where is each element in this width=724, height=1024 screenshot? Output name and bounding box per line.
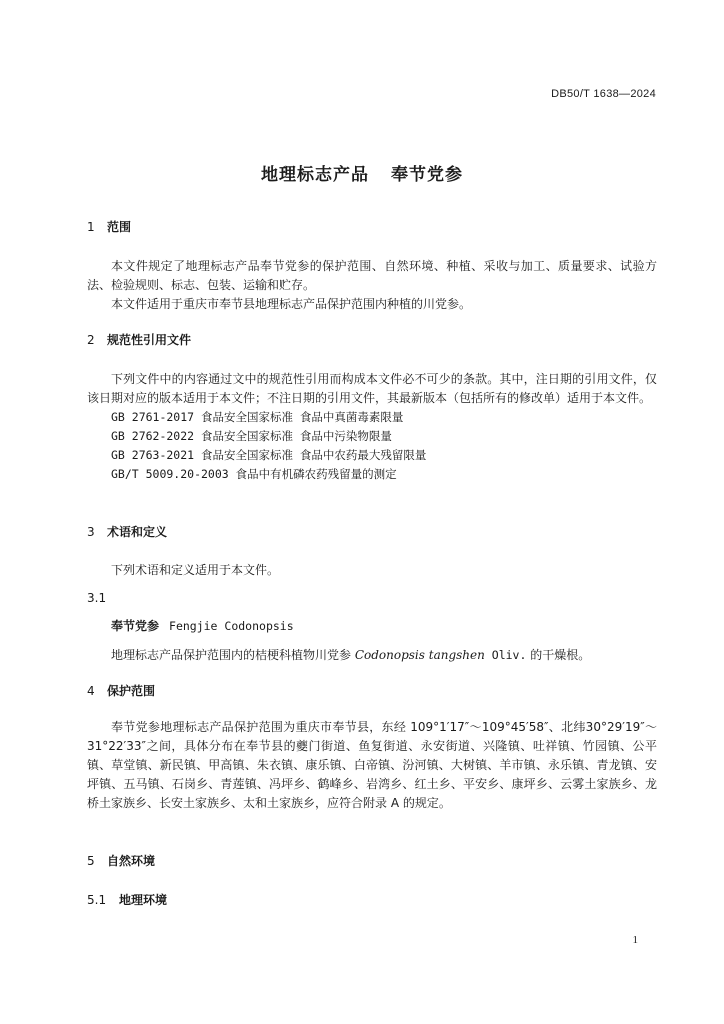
title-part-1: 地理标志产品	[261, 165, 369, 185]
reference-item: GB/T 5009.20-2003 食品中有机磷农药残留量的测定	[111, 467, 397, 481]
section-4-title: 保护范围	[107, 684, 156, 698]
normative-references-paragraph: 下列文件中的内容通过文中的规范性引用而构成本文件必不可少的条款。其中，注日期的引用文件，仅该日期对应的版本适用于本文件；不注日期的引用文件，其最新版本（包括所有的修改单）适用于本文件。	[87, 372, 657, 405]
reference-item: GB 2762-2022 食品安全国家标准 食品中污染物限量	[111, 429, 392, 443]
page-number: 1	[632, 934, 638, 946]
section-1-heading: 1 范围	[87, 220, 132, 234]
section-2-heading: 2 规范性引用文件	[87, 333, 192, 347]
section-3-title: 术语和定义	[107, 525, 168, 539]
subsection-3-1-number: 3.1	[87, 591, 107, 605]
protection-scope-paragraph: 奉节党参地理标志产品保护范围为重庆市奉节县，东经 109°1′17″～109°45′58″、北纬30°29′19″～31°22′33″之间，具体分布在奉节县的夔门街道、鱼复街道、永安街道、兴隆镇、吐祥镇、竹园镇、公平镇、草堂镇、新民镇、甲高镇、朱衣镇、康乐镇、白帝镇、汾河镇、大树镇、羊市镇、永乐镇、青龙镇、安坪镇、五马镇、石岗乡、青莲镇、冯坪乡、鹤峰乡、岩湾乡、红土乡、平安乡、康坪乡、云雾土家族乡、龙桥土家族乡、长安土家族乡、太和土家族乡，应符合附录 A 的规定。	[87, 720, 657, 810]
section-4-body	[87, 718, 657, 813]
section-5-title: 自然环境	[107, 854, 156, 868]
term-english: Fengjie Codonopsis	[169, 619, 294, 633]
section-3-heading: 3 术语和定义	[87, 525, 168, 539]
scope-paragraph-2: 本文件适用于重庆市奉节县地理标志产品保护范围内种植的川党参。	[111, 297, 472, 311]
subsection-5-1-heading: 5.1 地理环境	[87, 893, 168, 907]
latin-name: Codonopsis tangshen	[354, 648, 485, 662]
reference-item: GB 2761-2017 食品安全国家标准 食品中真菌毒素限量	[111, 410, 404, 424]
term-definition: 地理标志产品保护范围内的桔梗科植物川党参 Codonopsis tangshen Oliv. 的干燥根。	[111, 648, 591, 662]
section-2-title: 规范性引用文件	[107, 333, 192, 347]
term-entry	[87, 617, 657, 636]
section-2-body	[87, 370, 657, 484]
section-1-body	[87, 257, 657, 314]
page-title	[0, 160, 724, 185]
term-chinese: 奉节党参	[111, 619, 160, 633]
section-3-body	[87, 561, 657, 580]
title-part-2: 奉节党参	[391, 165, 463, 185]
section-5-heading: 5 自然环境	[87, 854, 156, 868]
terms-intro-paragraph: 下列术语和定义适用于本文件。	[111, 563, 280, 577]
section-4-heading: 4 保护范围	[87, 684, 156, 698]
reference-item: GB 2763-2021 食品安全国家标准 食品中农药最大残留限量	[111, 448, 427, 462]
standard-code: DB50/T 1638—2024	[551, 88, 656, 100]
scope-paragraph-1: 本文件规定了地理标志产品奉节党参的保护范围、自然环境、种植、采收与加工、质量要求、试验方法、检验规则、标志、包装、运输和贮存。	[87, 259, 657, 292]
section-1-title: 范围	[107, 220, 132, 234]
subsection-5-1-title: 地理环境	[119, 893, 168, 907]
